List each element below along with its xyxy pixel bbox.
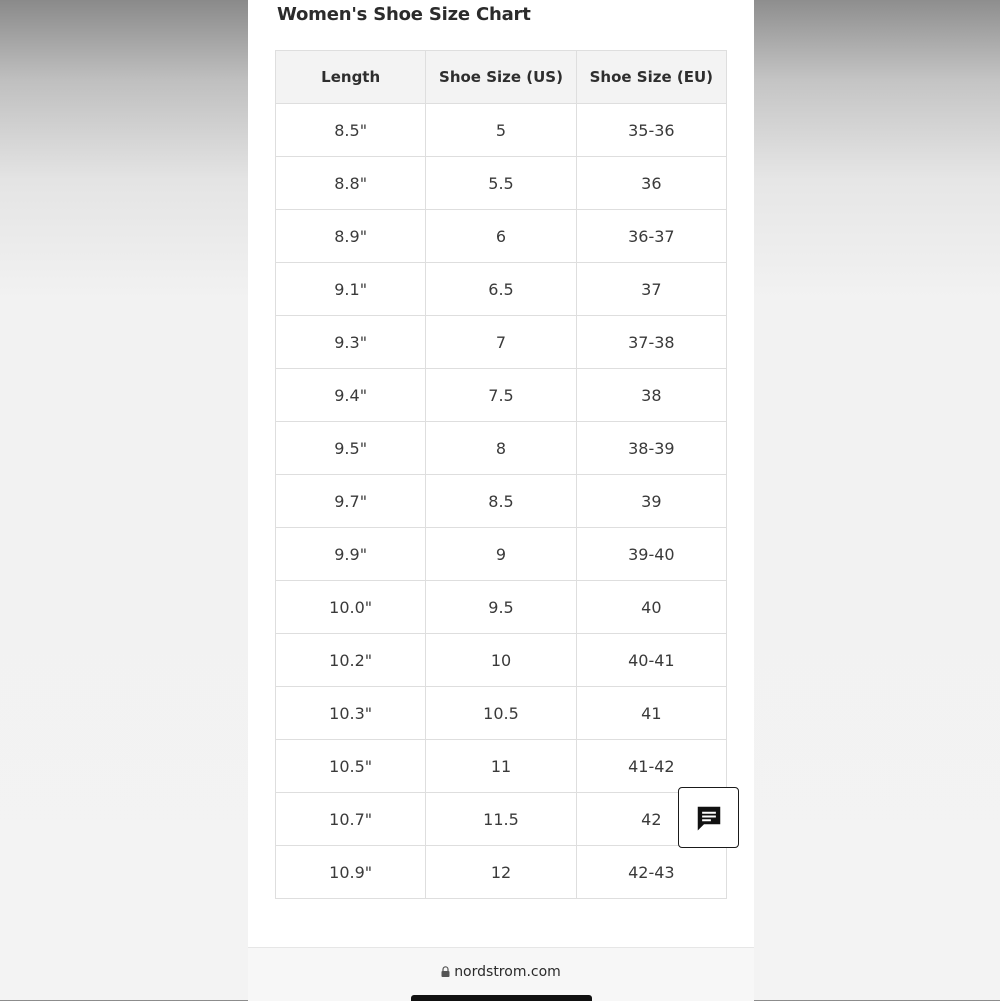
chat-button[interactable] bbox=[678, 787, 739, 848]
cell-eu-size: 41 bbox=[576, 687, 726, 740]
cell-length: 10.3" bbox=[276, 687, 426, 740]
cell-us-size: 12 bbox=[426, 846, 576, 899]
table-row bbox=[276, 740, 727, 793]
table-row bbox=[276, 263, 727, 316]
cell-eu-size: 38-39 bbox=[576, 422, 726, 475]
cell-us-size: 11 bbox=[426, 740, 576, 793]
cell-length: 9.4" bbox=[276, 369, 426, 422]
cell-eu-size: 40 bbox=[576, 581, 726, 634]
lock-icon bbox=[441, 966, 450, 977]
cell-length: 10.5" bbox=[276, 740, 426, 793]
cell-us-size: 11.5 bbox=[426, 793, 576, 846]
chat-bubble-icon bbox=[694, 803, 724, 833]
cell-us-size: 7 bbox=[426, 316, 576, 369]
table-row bbox=[276, 793, 727, 846]
table-body bbox=[276, 104, 727, 899]
cell-length: 9.5" bbox=[276, 422, 426, 475]
cell-length: 9.3" bbox=[276, 316, 426, 369]
cell-eu-size: 37 bbox=[576, 263, 726, 316]
background-right bbox=[754, 0, 1000, 1000]
table-row bbox=[276, 846, 727, 899]
cell-length: 10.2" bbox=[276, 634, 426, 687]
cell-us-size: 9 bbox=[426, 528, 576, 581]
table-row bbox=[276, 687, 727, 740]
cell-length: 9.1" bbox=[276, 263, 426, 316]
cell-eu-size: 42 bbox=[576, 793, 726, 846]
header-length: Length bbox=[276, 51, 426, 104]
cell-us-size: 6.5 bbox=[426, 263, 576, 316]
cell-eu-size: 42-43 bbox=[576, 846, 726, 899]
table-row bbox=[276, 634, 727, 687]
cell-length: 10.0" bbox=[276, 581, 426, 634]
home-indicator[interactable] bbox=[411, 995, 592, 1001]
url-text: nordstrom.com bbox=[454, 964, 561, 980]
cell-us-size: 8 bbox=[426, 422, 576, 475]
background-left bbox=[0, 0, 248, 1000]
cell-length: 10.9" bbox=[276, 846, 426, 899]
table-row bbox=[276, 210, 727, 263]
cell-us-size: 6 bbox=[426, 210, 576, 263]
cell-length: 8.5" bbox=[276, 104, 426, 157]
size-chart-table bbox=[275, 50, 727, 899]
cell-us-size: 9.5 bbox=[426, 581, 576, 634]
table-row bbox=[276, 369, 727, 422]
table-row bbox=[276, 528, 727, 581]
cell-us-size: 5 bbox=[426, 104, 576, 157]
cell-length: 8.9" bbox=[276, 210, 426, 263]
page-title: Women's Shoe Size Chart bbox=[277, 4, 531, 25]
cell-eu-size: 38 bbox=[576, 369, 726, 422]
cell-eu-size: 37-38 bbox=[576, 316, 726, 369]
cell-eu-size: 40-41 bbox=[576, 634, 726, 687]
cell-us-size: 8.5 bbox=[426, 475, 576, 528]
table-header-row bbox=[276, 51, 727, 104]
browser-address-bar[interactable] bbox=[248, 947, 754, 1001]
table-row bbox=[276, 422, 727, 475]
table-row bbox=[276, 316, 727, 369]
cell-eu-size: 41-42 bbox=[576, 740, 726, 793]
table-row bbox=[276, 104, 727, 157]
table-row bbox=[276, 157, 727, 210]
cell-length: 9.7" bbox=[276, 475, 426, 528]
cell-eu-size: 39 bbox=[576, 475, 726, 528]
table-row bbox=[276, 475, 727, 528]
mobile-page bbox=[248, 0, 754, 1000]
header-eu-size: Shoe Size (EU) bbox=[576, 51, 726, 104]
cell-eu-size: 35-36 bbox=[576, 104, 726, 157]
cell-eu-size: 36 bbox=[576, 157, 726, 210]
cell-us-size: 10.5 bbox=[426, 687, 576, 740]
header-us-size: Shoe Size (US) bbox=[426, 51, 576, 104]
cell-eu-size: 39-40 bbox=[576, 528, 726, 581]
cell-length: 10.7" bbox=[276, 793, 426, 846]
cell-us-size: 5.5 bbox=[426, 157, 576, 210]
cell-us-size: 7.5 bbox=[426, 369, 576, 422]
cell-length: 8.8" bbox=[276, 157, 426, 210]
url-display[interactable] bbox=[248, 964, 754, 980]
table-row bbox=[276, 581, 727, 634]
cell-us-size: 10 bbox=[426, 634, 576, 687]
cell-eu-size: 36-37 bbox=[576, 210, 726, 263]
cell-length: 9.9" bbox=[276, 528, 426, 581]
